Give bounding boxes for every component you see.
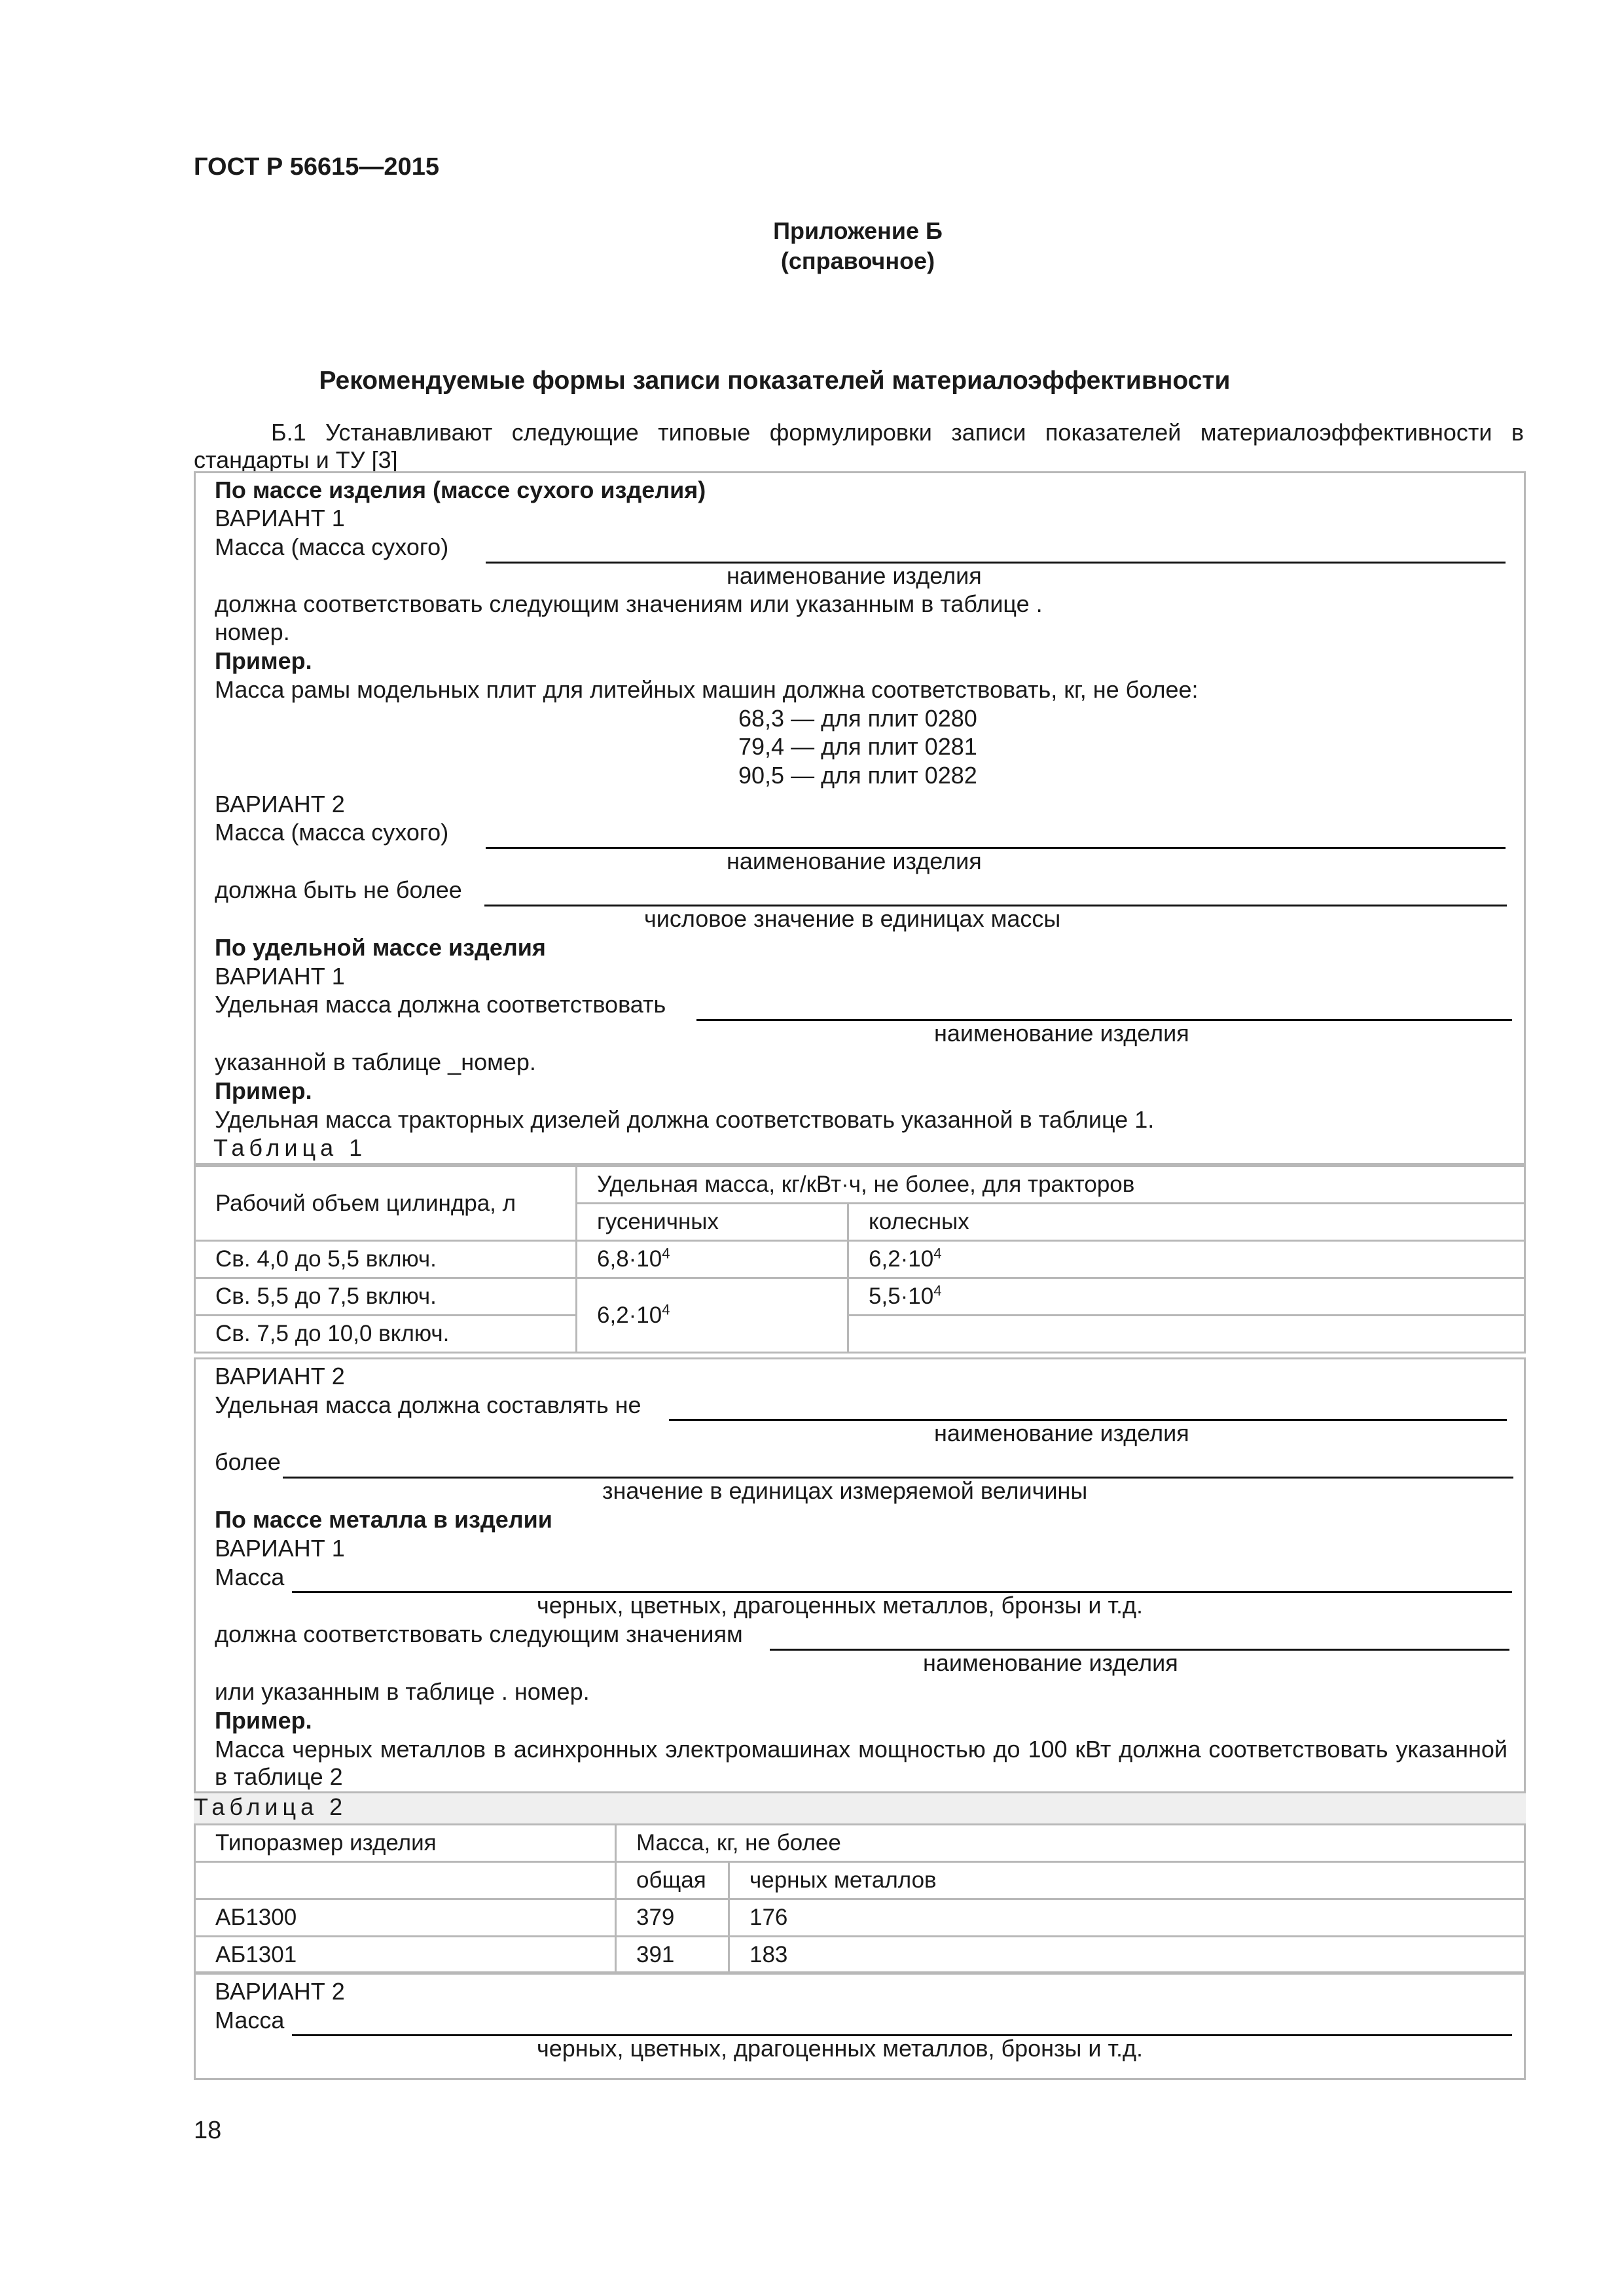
table1-cell-wheeled — [848, 1316, 1525, 1353]
example-value: 90,5 — для плит 0282 — [738, 762, 977, 789]
section2-v1-hint: наименование изделия — [934, 1020, 1189, 1047]
table-row — [195, 1241, 1525, 1278]
intro-paragraph — [194, 419, 1524, 474]
table1-cell-wheeled: $6,2\cdot 10^4$ — [848, 1241, 1525, 1278]
section3-v2-line: Масса — [215, 2007, 285, 2034]
section2-v1-label: ВАРИАНТ 1 — [215, 963, 345, 990]
table2-empty-cell — [195, 1862, 616, 1899]
table-row — [195, 1899, 1525, 1937]
section-title: Рекомендуемые формы записи показателей материалоэффективности — [319, 367, 1231, 395]
section3-example-text: Масса черных металлов в асинхронных электромашинах мощностью до 100 кВт должна соответствовать указанной в таблице 2 — [215, 1736, 1507, 1790]
table2-cell-type: АБ1301 — [195, 1937, 616, 1974]
fill-line — [486, 562, 1506, 564]
table1-cell-range: Св. 4,0 до 5,5 включ. — [195, 1241, 577, 1278]
section3-example-label: Пример. — [215, 1707, 312, 1734]
table1-cell-tracked: $6,2\cdot 10^4$ — [577, 1278, 848, 1353]
table1-caption: Таблица 1 — [213, 1134, 367, 1161]
section1-v1-num: номер. — [215, 619, 290, 645]
form-frame-3 — [194, 1971, 1526, 2080]
section2-heading: По удельной массе изделия — [215, 934, 546, 961]
table1-cell-range: Св. 7,5 до 10,0 включ. — [195, 1316, 577, 1353]
section1-v2-text: должна быть не более — [215, 876, 462, 903]
section2-example-label: Пример. — [215, 1077, 312, 1104]
document-code: ГОСТ Р 56615—2015 — [194, 153, 439, 181]
section3-v1-hint: черных, цветных, драгоценных металлов, бронзы и т.д. — [537, 1592, 1144, 1619]
section1-v1-text: должна соответствовать следующим значениям или указанным в таблице . — [215, 590, 1043, 617]
section1-v2-label: ВАРИАНТ 2 — [215, 791, 345, 817]
section2-v2-label: ВАРИАНТ 2 — [215, 1363, 345, 1390]
table2-col2-header: Масса, кг, не более — [616, 1825, 1525, 1862]
table2-cell-ferrous: 176 — [729, 1899, 1525, 1937]
table-row — [195, 1278, 1525, 1316]
page-number: 18 — [194, 2117, 222, 2144]
appendix-heading — [0, 216, 1624, 276]
table1-sub2-header: колесных — [848, 1204, 1525, 1241]
fill-line — [486, 847, 1506, 849]
table1-col1-header: Рабочий объем цилиндра, л — [195, 1166, 577, 1241]
section2-v2-hint: наименование изделия — [934, 1420, 1189, 1446]
example-value: 68,3 — для плит 0280 — [738, 705, 977, 732]
intro-text: Б.1 Устанавливают следующие типовые формулировки записи показателей материалоэффективности в стандарты и ТУ [3] — [194, 419, 1524, 473]
table1-cell-wheeled: $5,5\cdot 10^4$ — [848, 1278, 1525, 1316]
section1-example-text: Масса рамы модельных плит для литейных машин должна соответствовать, кг, не более: — [215, 676, 1199, 703]
table-row — [195, 1316, 1525, 1353]
section2-v2-text: более — [215, 1448, 281, 1475]
table1-col2-header: Удельная масса, кг/кВт·ч, не более, для тракторов — [577, 1166, 1525, 1204]
section2-example-text: Удельная масса тракторных дизелей должна соответствовать указанной в таблице 1. — [215, 1106, 1155, 1133]
section1-v2-line: Масса (масса сухого) — [215, 819, 449, 846]
section3-heading: По массе металла в изделии — [215, 1506, 552, 1533]
table2-cell-ferrous: 183 — [729, 1937, 1525, 1974]
table2-sub1-header: общая — [616, 1862, 729, 1899]
section1-v1-line: Масса (масса сухого) — [215, 533, 449, 560]
table2-cell-total: 379 — [616, 1899, 729, 1937]
table2-col1-header: Типоразмер изделия — [195, 1825, 616, 1862]
table-row — [195, 1937, 1525, 1974]
section3-v1-hint2: наименование изделия — [923, 1649, 1178, 1676]
table2-caption: Таблица 2 — [194, 1793, 1526, 1823]
table-1 — [194, 1165, 1526, 1354]
section1-v2-hint: наименование изделия — [727, 848, 982, 874]
table1-cell-tracked: $6,8\cdot 10^4$ — [577, 1241, 848, 1278]
section3-v1-text: должна соответствовать следующим значениям — [215, 1621, 743, 1647]
section1-example-label: Пример. — [215, 647, 312, 674]
section3-v1-text2: или указанным в таблице . номер. — [215, 1678, 590, 1705]
section3-v2-label: ВАРИАНТ 2 — [215, 1978, 345, 2005]
section1-v1-label: ВАРИАНТ 1 — [215, 505, 345, 531]
section2-v2-hint2: значение в единицах измеряемой величины — [602, 1477, 1088, 1504]
table-2 — [194, 1823, 1526, 1975]
appendix-label: Приложение Б — [773, 217, 943, 244]
table1-cell-range: Св. 5,5 до 7,5 включ. — [195, 1278, 577, 1316]
section3-v1-line: Масса — [215, 1564, 285, 1590]
section3-v2-hint: черных, цветных, драгоценных металлов, бронзы и т.д. — [537, 2035, 1144, 2062]
section3-v1-label: ВАРИАНТ 1 — [215, 1535, 345, 1562]
section1-heading: По массе изделия (массе сухого изделия) — [215, 476, 706, 503]
section1-v2-hint2: числовое значение в единицах массы — [644, 905, 1061, 932]
table2-cell-total: 391 — [616, 1937, 729, 1974]
section2-v1-text: указанной в таблице _номер. — [215, 1049, 536, 1075]
table2-sub2-header: черных металлов — [729, 1862, 1525, 1899]
section2-v1-line: Удельная масса должна соответствовать — [215, 991, 666, 1018]
appendix-type: (справочное) — [780, 247, 935, 274]
table2-cell-type: АБ1300 — [195, 1899, 616, 1937]
example-value: 79,4 — для плит 0281 — [738, 733, 977, 760]
table1-sub1-header: гусеничных — [577, 1204, 848, 1241]
section1-v1-hint: наименование изделия — [727, 562, 982, 589]
section2-v2-line: Удельная масса должна составлять не — [215, 1391, 641, 1418]
form-frame-2 — [194, 1357, 1526, 1793]
